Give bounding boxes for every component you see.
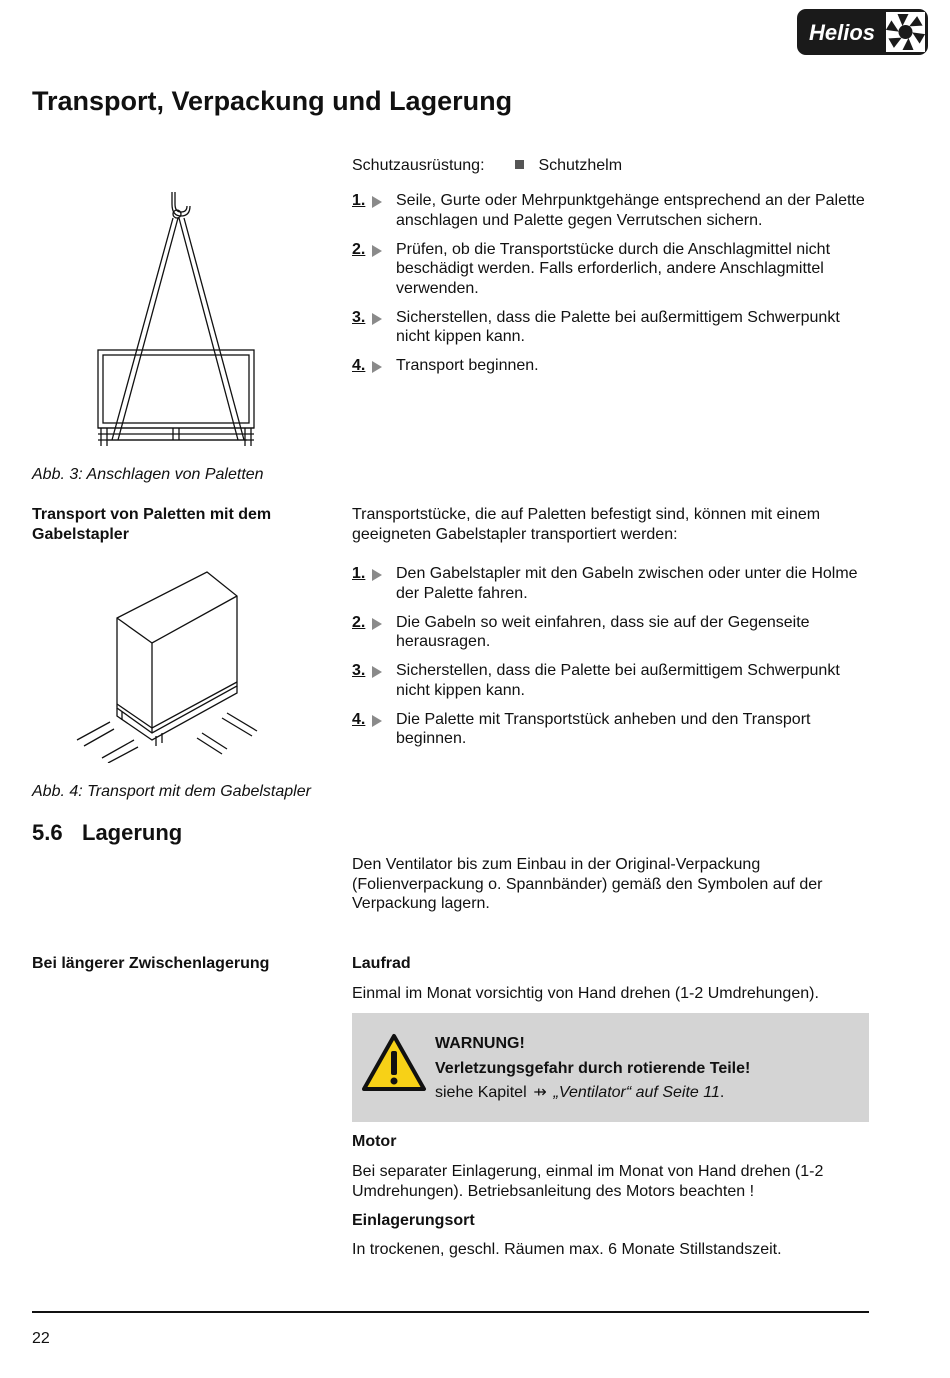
forklift-intro: Transportstücke, die auf Paletten befestigt sind, können mit einem geeigneten Gabelstapler transportiert werden: [352, 506, 821, 543]
motor-text: Bei separater Einlagerung, einmal im Monat von Hand drehen (1-2 Umdrehungen). Betriebsanleitung des Motors beachten ! [352, 1163, 824, 1200]
bullet-square-icon [515, 160, 524, 169]
figure-caption-3: Abb. 3: Anschlagen von Paletten [32, 466, 264, 483]
page-number: 22 [32, 1330, 50, 1347]
list-item: 4. Transport beginnen. [352, 357, 539, 374]
list-item: 3. Sicherstellen, dass die Palette bei außermittigem Schwerpunkt nicht kippen kann. [352, 662, 840, 699]
step-arrow-icon [372, 569, 382, 581]
storage-location-heading: Einlagerungsort [352, 1212, 475, 1229]
protection-line [352, 156, 622, 176]
list-item: 1. Seile, Gurte oder Mehrpunktgehänge entsprechend an der Palette anschlagen und Palette gegen Verrutschen sichern. [352, 192, 865, 229]
warning-reference: siehe Kapitel ⇸ „Ventilator“ auf Seite 11. [435, 1081, 855, 1106]
warning-title: WARNUNG! [435, 1035, 525, 1052]
footer-divider [32, 1311, 869, 1313]
step-arrow-icon [372, 313, 382, 325]
list-item: 2. Die Gabeln so weit einfahren, dass sie auf der Gegenseite herausragen. [352, 613, 810, 650]
storage-location-text: In trockenen, geschl. Räumen max. 6 Monate Stillstandszeit. [352, 1241, 782, 1258]
chapter-link[interactable]: „Ventilator“ auf Seite 11 [553, 1084, 720, 1101]
forklift-steps [352, 564, 872, 758]
step-arrow-icon [372, 715, 382, 727]
warning-subtitle: Verletzungsgefahr durch rotierende Teile! [435, 1059, 751, 1077]
warning-box [352, 1013, 869, 1122]
protection-item: Schutzhelm [538, 157, 623, 174]
lifting-steps [352, 191, 872, 385]
step-arrow-icon [372, 618, 382, 630]
helios-logo [796, 8, 929, 61]
laufrad-heading: Laufrad [352, 955, 411, 972]
step-arrow-icon [372, 196, 382, 208]
motor-heading: Motor [352, 1133, 397, 1150]
storage-intro: Den Ventilator bis zum Einbau in der Original-Verpackung (Folienverpackung o. Spannbänder) gemäß den Symbolen auf der Verpackung lagern. [352, 856, 823, 912]
laufrad-text: Einmal im Monat vorsichtig von Hand drehen (1-2 Umdrehungen). [352, 985, 819, 1002]
list-item: 1. Den Gabelstapler mit den Gabeln zwischen oder unter die Holme der Palette fahren. [352, 565, 858, 602]
list-item: 3. Sicherstellen, dass die Palette bei außermittigem Schwerpunkt nicht kippen kann. [352, 308, 840, 345]
page-title: Transport, Verpackung und Lagerung [32, 86, 513, 116]
protection-label: Schutzausrüstung: [352, 157, 485, 174]
forklift-figure [72, 568, 262, 768]
step-arrow-icon [372, 361, 382, 373]
forklift-heading: Transport von Paletten mit dem Gabelstapler [32, 506, 272, 543]
list-item: 2. Prüfen, ob die Transportstücke durch die Anschlagmittel nicht beschädigt werden. Falls erforderlich, andere Anschlagmittel verwenden. [352, 240, 831, 297]
step-arrow-icon [372, 666, 382, 678]
logo-text: Helios [808, 20, 876, 45]
pallet-lifting-figure [95, 190, 260, 455]
reference-arrow-icon: ⇸ [533, 1084, 547, 1101]
long-storage-heading: Bei längerer Zwischenlagerung [32, 955, 270, 972]
warning-triangle-icon [361, 1033, 427, 1093]
list-item: 4. Die Palette mit Transportstück anheben und den Transport beginnen. [352, 710, 811, 747]
figure-caption-4: Abb. 4: Transport mit dem Gabelstapler [32, 783, 311, 800]
section-heading-lagerung: 5.6 Lagerung [32, 820, 183, 845]
step-arrow-icon [372, 245, 382, 257]
